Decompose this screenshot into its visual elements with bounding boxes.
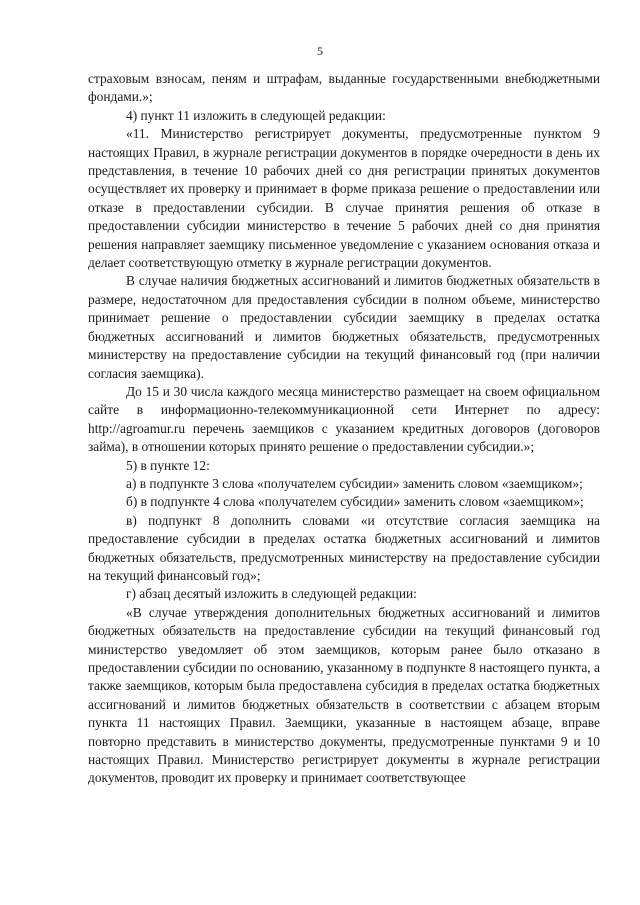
document-body	[88, 70, 600, 788]
paragraph: «11. Министерство регистрирует документы, предусмотренные пунктом 9 настоящих Правил, в журнале регистрации документов в порядке очередности в день их представления, в течение 10 рабочих дней со дня регистрации принятых документов осуществляет их проверку и принимает в форме приказа решение о предоставлении или отказе в предоставлении субсидии. В случае принятия решения об отказе в предоставлении субсидии министерство в течение 5 рабочих дней со дня принятия решения направляет заемщику письменное уведомление с указанием основания отказа и делает соответствующую отметку в журнале регистрации документов.	[88, 126, 600, 271]
paragraph: 4) пункт 11 изложить в следующей редакции:	[126, 107, 386, 123]
paragraph: г) абзац десятый изложить в следующей редакции:	[126, 586, 417, 602]
paragraph: б) в подпункте 4 слова «получателем субсидии» заменить словом «заемщиком»;	[126, 494, 584, 510]
paragraph: В случае наличия бюджетных ассигнований и лимитов бюджетных обязательств в размере, недостаточном для предоставления субсидии в полном объеме, министерство принимает решение о предоставлении субсидии заемщику в пределах остатка бюджетных ассигнований и лимитов бюджетных обязательств, предусмотренных министерству на предоставление субсидии на текущий финансовый год (при наличии согласия заемщика).	[88, 273, 600, 381]
page-number: 5	[317, 44, 323, 58]
paragraph: «В случае утверждения дополнительных бюджетных ассигнований и лимитов бюджетных обязательств на предоставление субсидии на текущий финансовый год министерство уведомляет об этом заемщиков, которым ранее было отказано в предоставлении субсидии по основанию, указанному в подпункте 8 настоящего пункта, а также заемщиков, которым была предоставлена субсидия в пределах остатка бюджетных ассигнований и лимитов бюджетных обязательств в соответствии с абзацем вторым пункта 11 настоящих Правил. Заемщики, указанные в настоящем абзаце, вправе повторно представить в министерство документы, предусмотренные пунктами 9 и 10 настоящих Правил. Министерство регистрирует документы в журнале регистрации документов, проводит их проверку и принимает соответствующее	[88, 604, 600, 786]
paragraph: страховым взносам, пеням и штрафам, выданные государственными внебюджетными фондами.»;	[88, 71, 600, 105]
paragraph: а) в подпункте 3 слова «получателем субсидии» заменить словом «заемщиком»;	[126, 475, 583, 491]
paragraph: 5) в пункте 12:	[126, 457, 210, 473]
paragraph: До 15 и 30 числа каждого месяца министерство размещает на своем официальном сайте в информационно-телекоммуникационной сети Интернет по адресу: http://agroamur.ru перечень заемщиков с указанием кредитных договоров (договоров займа), в отношении которых принято решение о предоставлении субсидии.»;	[88, 383, 600, 455]
paragraph: в) подпункт 8 дополнить словами «и отсутствие согласия заемщика на предоставление субсидии в пределах остатка бюджетных ассигнований и лимитов бюджетных обязательств, предусмотренных министерству на предоставление субсидии на текущий финансовый год»;	[88, 512, 600, 583]
